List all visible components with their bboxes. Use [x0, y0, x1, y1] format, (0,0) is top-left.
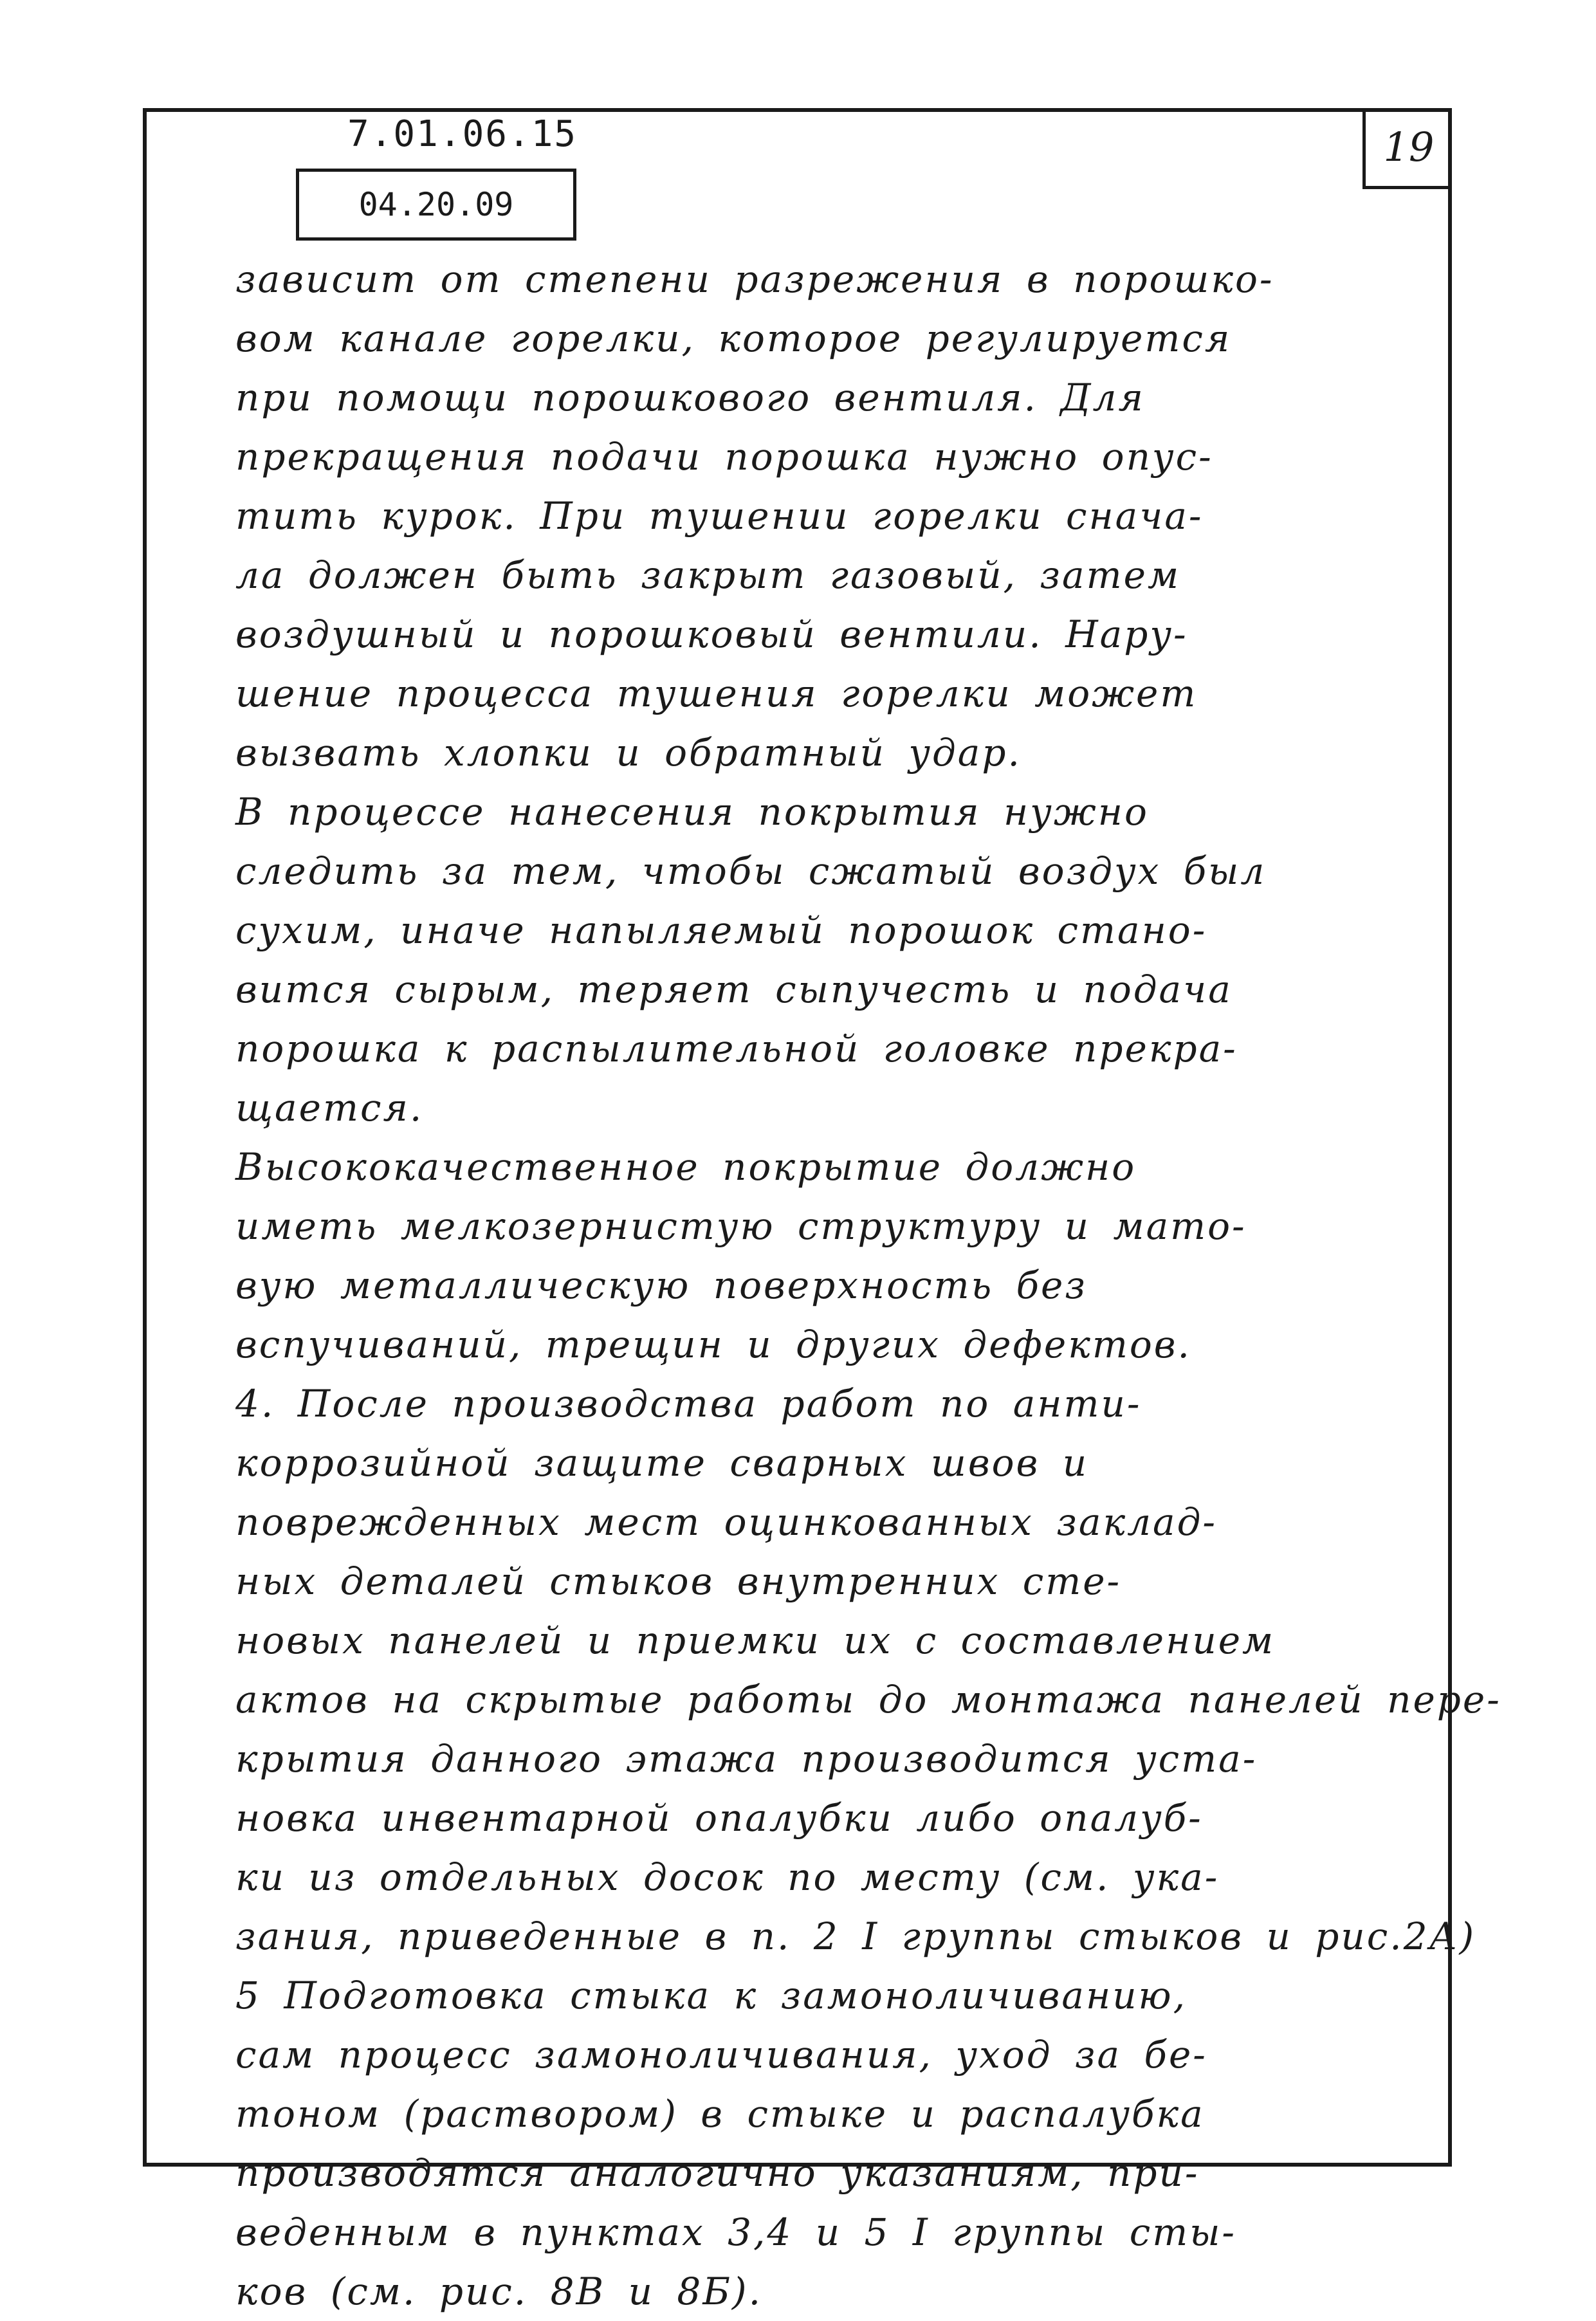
- text-line: при помощи порошкового вентиля. Для: [235, 376, 1145, 419]
- page-number-box: [1362, 108, 1452, 189]
- text-line: коррозийной защите сварных швов и: [235, 1441, 1089, 1485]
- text-line: тить курок. При тушении горелки сначa-: [235, 494, 1204, 538]
- text-line: вом канале горелки, которое регулируется: [235, 316, 1232, 360]
- text-line: актов на скрытые работы до монтажа панелей пере-: [235, 1678, 1501, 1721]
- text-line: В процессе нанесения покрытия нужно: [235, 790, 1149, 834]
- text-line: ков (см. рис. 8В и 8Б).: [235, 2270, 762, 2313]
- text-line: ла должен быть закрыт газовый, затем: [235, 553, 1181, 597]
- text-line: шение процесса тушения горелки может: [235, 672, 1198, 715]
- document-number: 04.20.09: [358, 186, 514, 223]
- text-line: ки из отдельных досок по месту (см. ука-: [235, 1855, 1220, 1899]
- text-line: порошка к распылительной головке прекра-: [235, 1027, 1238, 1070]
- text-line: крытия данного этажа производится уста-: [235, 1737, 1258, 1781]
- text-line: новых панелей и приемки их с составлением: [235, 1619, 1276, 1662]
- page-number: 19: [1383, 124, 1435, 170]
- text-line: вызвать хлопки и обратный удар.: [235, 731, 1022, 775]
- text-line: зания, приведенные в п. 2 I группы стыков и рис.2А): [235, 1914, 1476, 1958]
- text-line: 5 Подготовка стыка к замоноличиванию,: [235, 1974, 1188, 2017]
- body-text: [235, 250, 1501, 2321]
- text-line: прекращения подачи порошка нужно опус-: [235, 435, 1213, 479]
- text-line: вую металлическую поверхность без: [235, 1263, 1087, 1307]
- text-line: зависит от степени разрежения в порошко-: [235, 257, 1274, 301]
- text-line: производятся аналогично указаниям, при-: [235, 2151, 1200, 2195]
- text-line: сам процесс замоноличивания, уход за бе-: [235, 2033, 1207, 2077]
- document-number-box: [296, 169, 576, 241]
- text-line: веденным в пунктах 3,4 и 5 I группы сты-: [235, 2210, 1237, 2254]
- text-line: воздушный и порошковый вентили. Нару-: [235, 612, 1188, 656]
- text-line: тоном (раствором) в стыке и распалубка: [235, 2092, 1205, 2136]
- text-line: следить за тем, чтобы сжатый воздух был: [235, 849, 1267, 893]
- text-line: поврежденных мест оцинкованных заклад-: [235, 1500, 1217, 1544]
- text-line: вится сырым, теряет сыпучесть и подача: [235, 968, 1233, 1011]
- text-line: новка инвентарной опалубки либо опалуб-: [235, 1796, 1203, 1840]
- text-line: щается.: [235, 1086, 424, 1130]
- text-line: иметь мелкозернистую структуру и мато-: [235, 1204, 1247, 1248]
- text-line: вспучиваний, трещин и других дефектов.: [235, 1323, 1191, 1366]
- text-line: ных деталей стыков внутренних сте-: [235, 1559, 1122, 1603]
- text-line: 4. После производства работ по анти-: [235, 1382, 1142, 1426]
- text-line: Высококачественное покрытие должно: [235, 1145, 1137, 1189]
- document-code: 7.01.06.15: [347, 113, 578, 155]
- text-line: сухим, иначе напыляемый порошок стано-: [235, 908, 1207, 952]
